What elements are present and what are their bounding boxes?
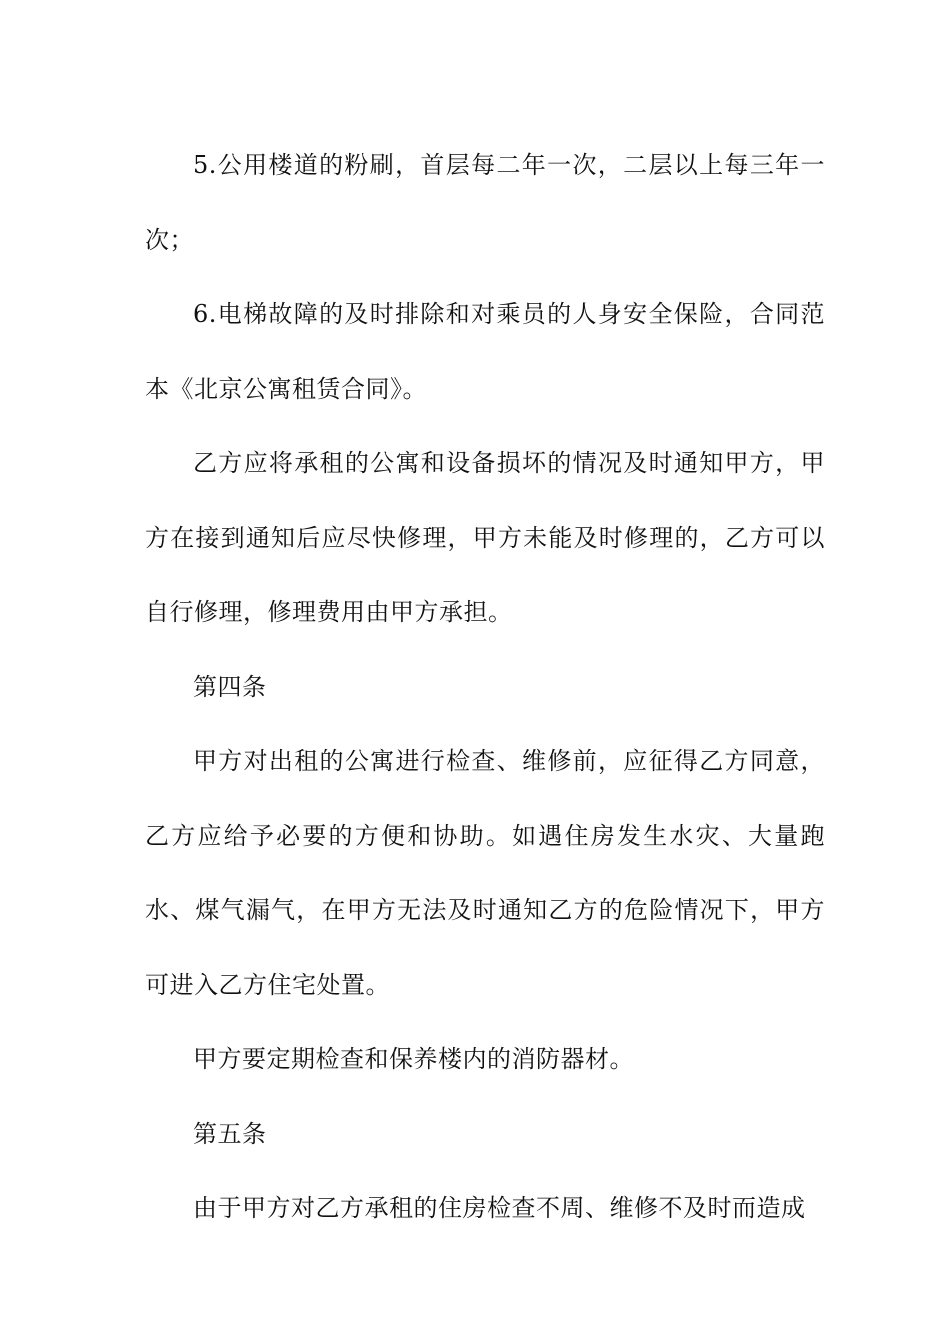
document-body	[145, 128, 825, 1246]
paragraph-clause-5: 5.公用楼道的粉刷，首层每二年一次，二层以上每三年一次；	[145, 151, 825, 254]
article-five-heading: 第五条	[193, 1119, 267, 1148]
article-four-heading: 第四条	[193, 672, 267, 701]
paragraph-repair-notice: 乙方应将承租的公寓和设备损坏的情况及时通知甲方，甲方在接到通知后应尽快修理，甲方未能及时修理的，乙方可以自行修理，修理费用由甲方承担。	[145, 449, 825, 626]
paragraph-inspection: 甲方对出租的公寓进行检查、维修前，应征得乙方同意，乙方应给予必要的方便和协助。如遇住房发生水灾、大量跑水、煤气漏气，在甲方无法及时通知乙方的危险情况下，甲方可进入乙方住宅处置。	[145, 747, 825, 999]
paragraph-liability: 由于甲方对乙方承租的住房检查不周、维修不及时而造成	[193, 1194, 806, 1222]
paragraph-clause-6: 6.电梯故障的及时排除和对乘员的人身安全保险，合同范本《北京公寓租赁合同》。	[145, 300, 825, 403]
paragraph-fire-equipment: 甲方要定期检查和保养楼内的消防器材。	[193, 1045, 634, 1073]
